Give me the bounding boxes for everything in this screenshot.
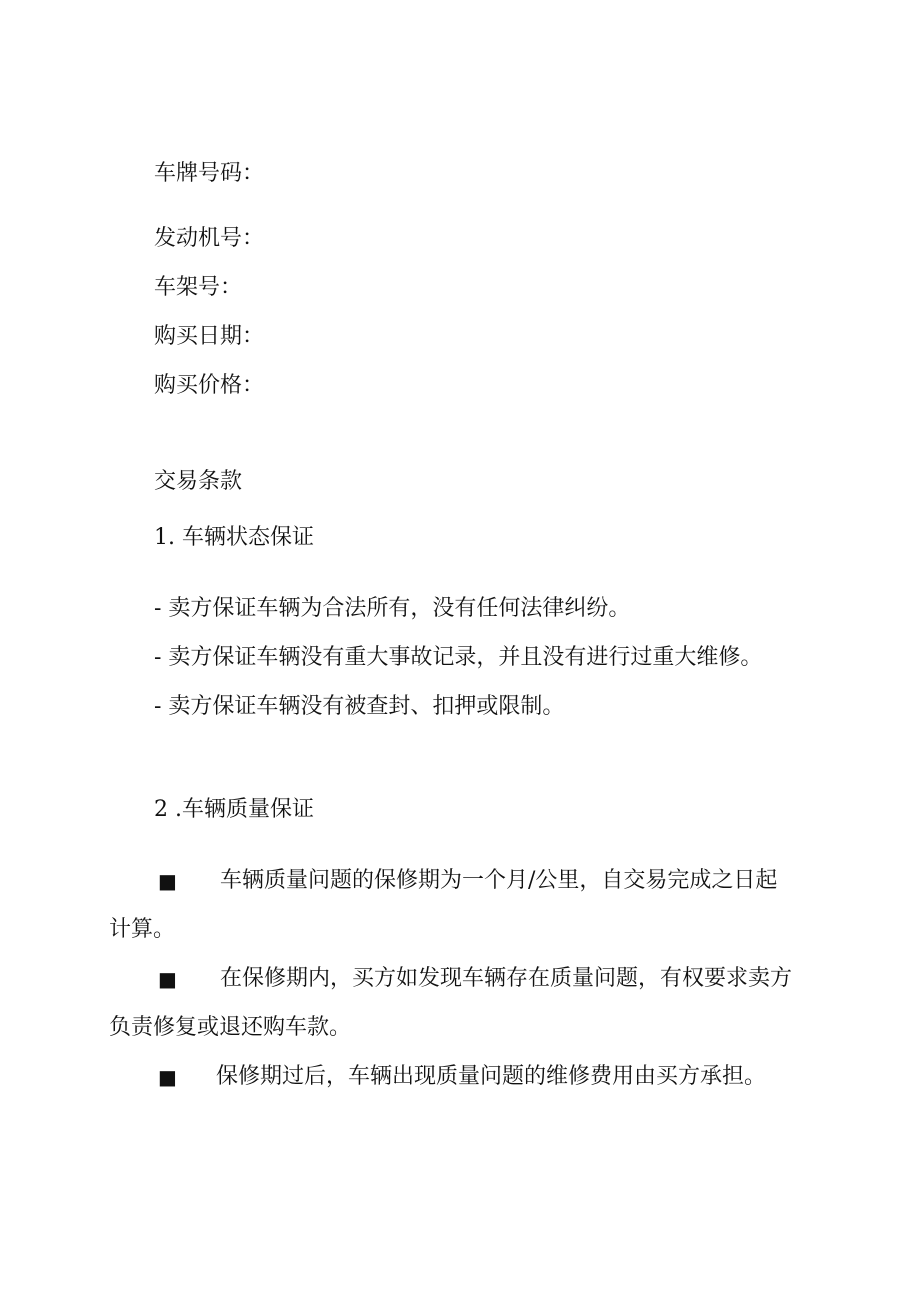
section1-item: - 卖方保证车辆没有被查封、扣押或限制。 — [154, 694, 565, 719]
section2-item-line: 保修期过后，车辆出现质量问题的维修费用由买方承担。 — [216, 1064, 767, 1089]
plate-number-label: 车牌号码： — [154, 161, 265, 186]
section2-item-line: 在保修期内，买方如发现车辆存在质量问题，有权要求卖方 — [220, 966, 793, 991]
terms-heading: 交易条款 — [154, 469, 243, 494]
section2-item-line: 车辆质量问题的保修期为一个月/公里，自交易完成之日起 — [220, 868, 778, 893]
section2-item-line: 负责修复或退还购车款。 — [109, 1015, 352, 1040]
bullet-square-icon: ■ — [158, 1065, 177, 1089]
section2-item-line: 计算。 — [109, 917, 176, 942]
purchase-price-label: 购买价格： — [154, 373, 265, 398]
purchase-date-label: 购买日期： — [154, 324, 265, 349]
section1-item: - 卖方保证车辆没有重大事故记录，并且没有进行过重大维修。 — [154, 645, 763, 670]
section1-item: - 卖方保证车辆为合法所有，没有任何法律纠纷。 — [154, 596, 631, 621]
section2-title: 2 .车辆质量保证 — [154, 797, 314, 822]
bullet-square-icon: ■ — [158, 967, 177, 991]
engine-number-label: 发动机号： — [154, 226, 265, 251]
section1-title: 1. 车辆状态保证 — [154, 525, 314, 550]
frame-number-label: 车架号： — [154, 275, 243, 300]
bullet-square-icon: ■ — [158, 869, 177, 893]
